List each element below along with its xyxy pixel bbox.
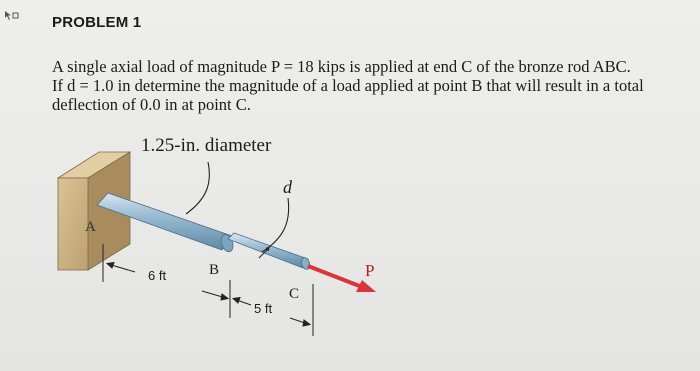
d-label: d	[283, 177, 292, 197]
rod-bc	[228, 233, 311, 270]
dimension-bc	[233, 284, 313, 336]
problem-line-1: A single axial load of magnitude P = 18 kips is applied at end C of the bronze rod ABC.	[52, 57, 631, 76]
length-ab-label: 6 ft	[148, 268, 167, 283]
point-b-label: B	[209, 262, 220, 278]
point-c-label: C	[289, 286, 300, 302]
problem-title: PROBLEM 1	[52, 14, 142, 31]
diameter-label: 1.25-in. diameter	[141, 135, 272, 156]
problem-line-2: If d = 1.0 in determine the magnitude of a load applied at point B that will result in a total	[52, 76, 644, 95]
problem-line-3: deflection of 0.0 in at point C.	[52, 95, 251, 114]
diameter-leader	[186, 162, 209, 214]
length-bc-label: 5 ft	[254, 301, 273, 316]
dimension-ab	[103, 244, 230, 318]
load-p-label: P	[365, 261, 375, 280]
point-a-label: A	[85, 219, 96, 235]
